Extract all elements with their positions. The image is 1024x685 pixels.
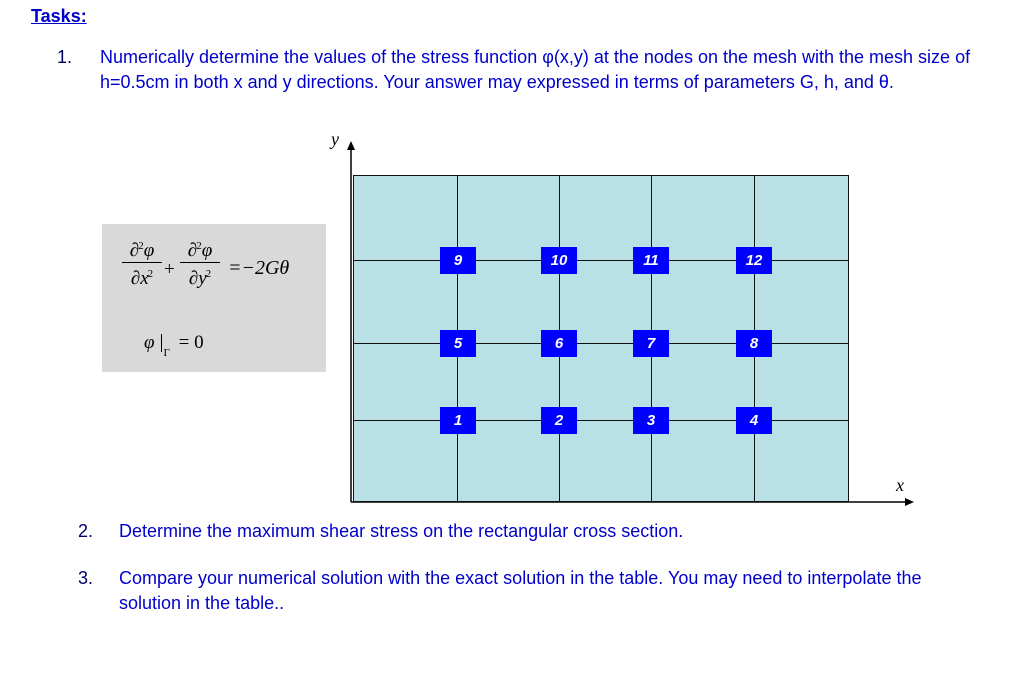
task-number: 1. xyxy=(57,47,73,67)
node-9: 9 xyxy=(440,247,476,274)
boundary-condition: φ $_\Gamma$ = 0 xyxy=(144,332,204,359)
grid-line-horizontal xyxy=(354,260,848,261)
grid-line-horizontal xyxy=(354,343,848,344)
node-7: 7 xyxy=(633,330,669,357)
node-11: 11 xyxy=(633,247,669,274)
task-number: 2. xyxy=(78,521,94,541)
node-6: 6 xyxy=(541,330,577,357)
node-4: 4 xyxy=(736,407,772,434)
node-12: 12 xyxy=(736,247,772,274)
task-text: Determine the maximum shear stress on the rectangular cross section. xyxy=(119,521,684,541)
mesh-grid xyxy=(353,175,849,502)
node-8: 8 xyxy=(736,330,772,357)
task-text: Numerically determine the values of the stress function φ(x,y) at the nodes on the mesh with the mesh size of h=0.5cm in both x and y directions. Your answer may expressed in terms of parameters G, h, and θ. xyxy=(100,47,971,92)
y-axis-arrow-icon xyxy=(347,141,355,150)
node-3: 3 xyxy=(633,407,669,434)
equation-rhs: =−2Gθ xyxy=(228,257,290,279)
x-axis-label: x xyxy=(896,475,904,495)
tasks-heading: Tasks: xyxy=(31,6,87,26)
d2phi-dx2-fraction: ∂$^2$φ $\partial x^2$ xyxy=(122,236,162,289)
node-5: 5 xyxy=(440,330,476,357)
node-10: 10 xyxy=(541,247,577,274)
node-1: 1 xyxy=(440,407,476,434)
grid-line-horizontal xyxy=(354,420,848,421)
task-number: 3. xyxy=(78,568,94,588)
node-2: 2 xyxy=(541,407,577,434)
task-text: Compare your numerical solution with the exact solution in the table. You may need to interpolate the solution in the table.. xyxy=(119,568,922,613)
d2phi-dy2-fraction: ∂$^2$φ $\partial y^2$ xyxy=(180,236,220,289)
y-axis-label: y xyxy=(331,129,339,149)
x-axis-arrow-icon xyxy=(905,498,914,506)
plus-sign: + xyxy=(164,259,175,280)
